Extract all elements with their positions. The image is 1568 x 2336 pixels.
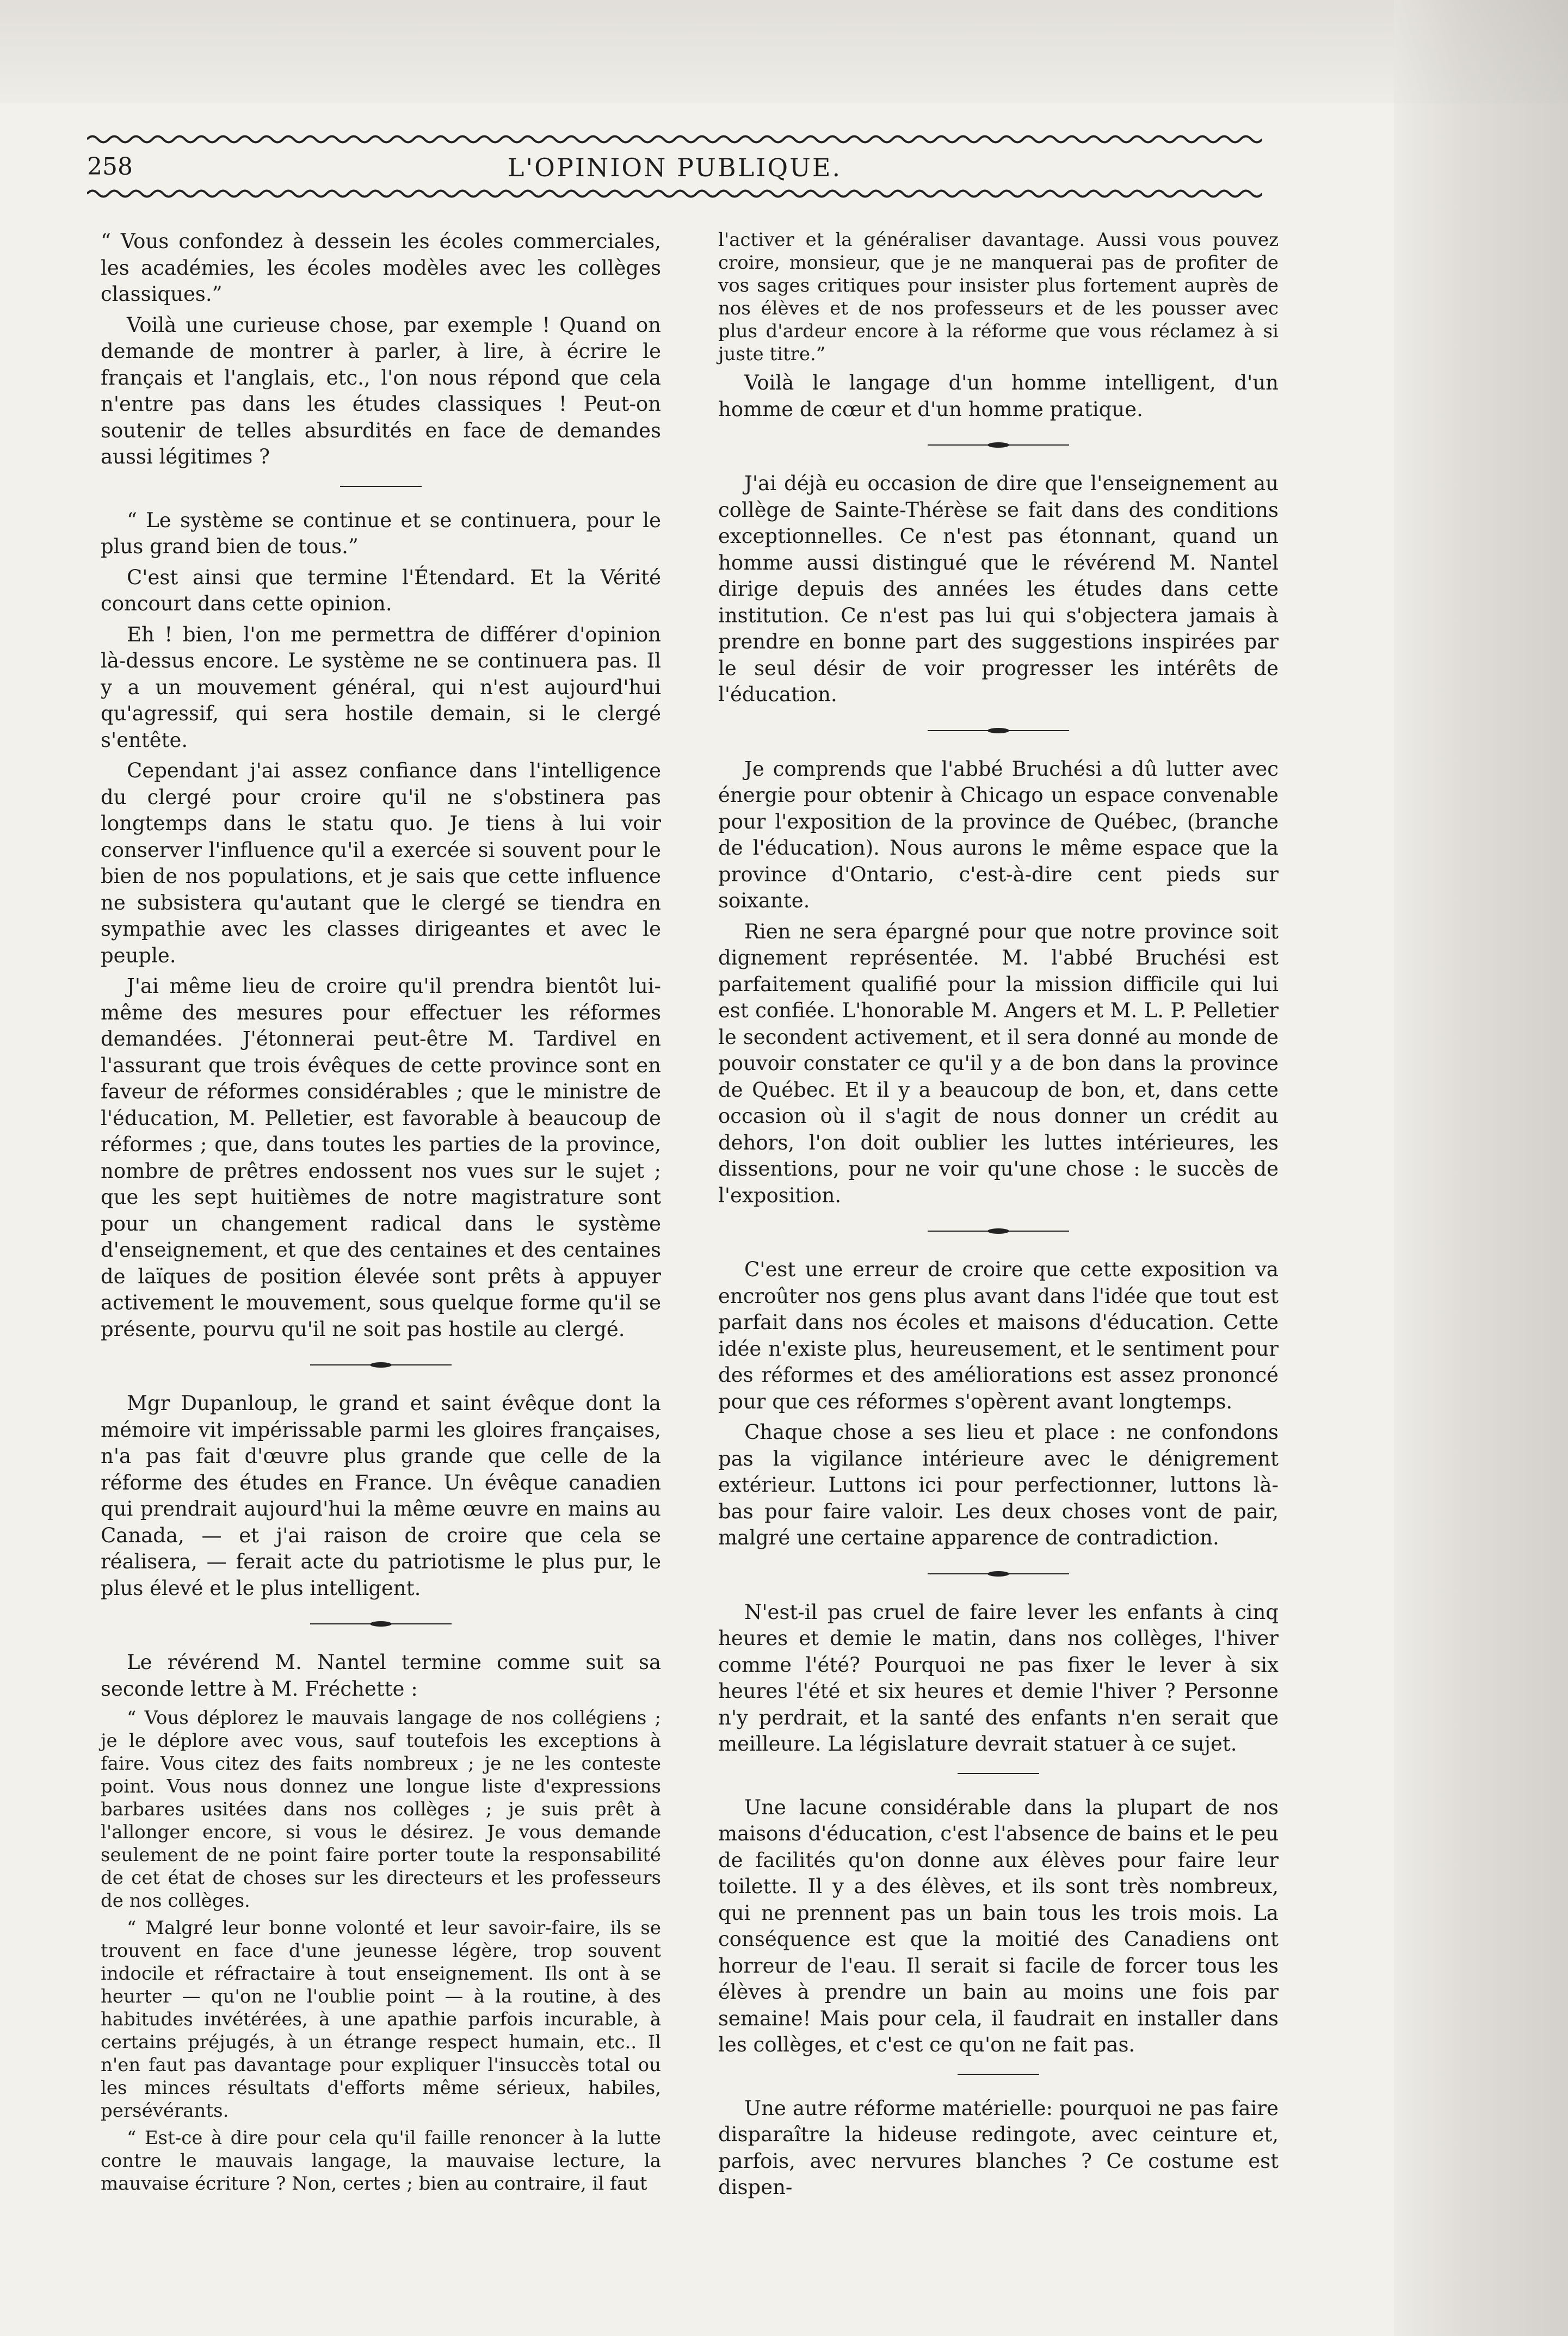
quoted-paragraph: “ Est-ce à dire pour cela qu'il faille renoncer à la lutte contre le mauvais langage, la mauvaise lecture, la mauvaise écriture ? Non, certes ; bien au contraire, il faut: [101, 2127, 661, 2195]
quoted-paragraph: “ Vous déplorez le mauvais langage de nos collégiens ; je le déplore avec vous, sauf toutefois les exceptions à faire. Vous citez des faits nombreux ; je ne les conteste point. Vous nous donnez une longue liste d'expressions barbares usitées dans nos collèges ; je suis prêt à l'allonger encore, si vous le désirez. Je vous demande seulement de ne point faire porter toute la responsabilité de cet état de choses sur les directeurs et les professeurs de nos collèges.: [101, 1707, 661, 1912]
separator-rule: [958, 2071, 1039, 2078]
section-separator: [928, 1570, 1069, 1578]
separator-rule: [340, 483, 422, 490]
paragraph: Une autre réforme matérielle: pourquoi ne pas faire disparaître la hideuse redingote, avec ceinture et, parfois, avec nervures blanches ? Ce costume est dispen-: [718, 2096, 1279, 2199]
paragraph: C'est ainsi que termine l'Étendard. Et la Vérité concourt dans cette opinion.: [101, 565, 661, 615]
paragraph: Voilà le langage d'un homme intelligent, d'un homme de cœur et d'un homme pratique.: [718, 371, 1279, 421]
paragraph: Cependant j'ai assez confiance dans l'intelligence du clergé pour croire qu'il ne s'obstinera pas longtemps dans le statu quo. Je tiens à lui voir conserver l'influence qu'il a exercée si souvent pour le bien de nos populations, et je sais que cette influence ne subsistera qu'autant que le clergé se tiendra en sympathie avec les classes dirigeantes et avec le peuple.: [101, 759, 661, 967]
paragraph: Voilà une curieuse chose, par exemple ! Quand on demande de montrer à parler, à lire, à écrire le français et l'anglais, etc., l'on nous répond que cela n'entre pas dans les études classiques ! Peut-on soutenir de telles absurdités en face de demandes aussi légitimes ?: [101, 313, 661, 468]
paragraph: N'est-il pas cruel de faire lever les enfants à cinq heures et demie le matin, dans nos collèges, l'hiver comme l'été? Pourquoi ne pas fixer le lever à six heures l'été et six heures et demie l'hiver ? Personne n'y perdrait, et la santé des enfants n'en serait que meilleure. La législature devrait statuer à ce sujet.: [718, 1600, 1279, 1756]
paragraph: J'ai déjà eu occasion de dire que l'enseignement au collège de Sainte-Thérèse se fait dans des conditions exceptionnelles. Ce n'est pas étonnant, quand un homme aussi distingué que le révérend M. Nantel dirige depuis des années les études dans cette institution. Ce n'est pas lui qui s'objectera jamais à prendre en bonne part des suggestions inspirées par le seul désir de voir progresser les intérêts de l'éducation.: [718, 472, 1279, 706]
quoted-paragraph: l'activer et la généraliser davantage. Aussi vous pouvez croire, monsieur, que je ne manquerai pas de profiter de vos sages critiques pour insister plus fortement auprès de nos élèves et de nos professeurs et de les pousser avec plus d'ardeur encore à la réforme que vous réclamez à si juste titre.”: [718, 229, 1279, 365]
page-number: 258: [87, 153, 133, 181]
bottom-wavy-rule: [87, 188, 1262, 200]
paragraph: Une lacune considérable dans la plupart de nos maisons d'éducation, c'est l'absence de bains et le peu de facilités qu'on donne aux élèves pour faire leur toilette. Il y a des élèves, et ils sont très nombreux, qui ne prennent pas un bain tous les trois mois. La conséquence est que la moitié des Canadiens ont horreur de l'eau. Il serait si facile de forcer tous les élèves à prendre un bain au moins une fois par semaine! Mais pour cela, il faudrait en installer dans les collèges, et c'est ce qu'on ne fait pas.: [718, 1795, 1279, 2056]
separator-rule: [958, 1770, 1039, 1777]
page-header: [87, 133, 1262, 201]
section-separator: [928, 727, 1069, 734]
paragraph: Rien ne sera épargné pour que notre province soit dignement représentée. M. l'abbé Bruchési est parfaitement qualifié pour la mission difficile qui lui est confiée. L'honorable M. Angers et M. L. P. Pelletier le secondent activement, et il sera donné au monde de pouvoir constater ce qu'il y a de bon dans la province de Québec. Et il y a beaucoup de bon, et, dans cette occasion où il s'agit de nous donner un crédit au dehors, l'on doit oublier les luttes intérieures, les dissentions, pour ne voir qu'une chose : le succès de l'exposition.: [718, 919, 1279, 1207]
right-column: [718, 228, 1279, 2205]
section-separator: [928, 441, 1069, 449]
paragraph: Le révérend M. Nantel termine comme suit sa seconde lettre à M. Fréchette :: [101, 1651, 661, 1701]
paragraph: Mgr Dupanloup, le grand et saint évêque dont la mémoire vit impérissable parmi les gloires françaises, n'a pas fait d'œuvre plus grande que celle de la réforme des études en France. Un évêque canadien qui prendrait aujourd'hui la même œuvre en mains au Canada, — et j'ai raison de croire que cela se réalisera, — ferait acte du patriotisme le plus pur, le plus élevé et le plus intelligent.: [101, 1392, 661, 1600]
section-separator: [928, 1227, 1069, 1235]
paragraph: “ Vous confondez à dessein les écoles commerciales, les académies, les écoles modèles avec les collèges classiques.”: [101, 230, 661, 306]
paragraph: J'ai même lieu de croire qu'il prendra bientôt lui-même des mesures pour effectuer les réformes demandées. J'étonnerai peut-être M. Tardivel en l'assurant que trois évêques de cette province sont en faveur de réformes considérables ; que le ministre de l'éducation, M. Pelletier, est favorable à beaucoup de réformes ; que, dans toutes les parties de la province, nombre de prêtres endossent nos vues sur le sujet ; que les sept huitièmes de notre magistrature sont pour un changement radical dans le système d'enseignement, et que des centaines et des centaines de laïques de position élevée sont prêts à appuyer activement le mouvement, sous quelque forme qu'il se présente, pourvu qu'il ne soit pas hostile au clergé.: [101, 974, 661, 1341]
top-wavy-rule: [87, 133, 1262, 145]
scan-page-edge: [1394, 0, 1568, 2336]
paragraph: “ Le système se continue et se continuera, pour le plus grand bien de tous.”: [101, 508, 661, 558]
running-title: L'OPINION PUBLIQUE.: [507, 153, 842, 182]
paragraph: C'est une erreur de croire que cette exposition va encroûter nos gens plus avant dans l'idée que tout est parfait dans nos écoles et maisons d'éducation. Cette idée n'existe plus, heureusement, et le sentiment pour des réformes et des améliorations est assez prononcé pour que ces réformes s'opèrent avant longtemps.: [718, 1258, 1279, 1413]
paragraph: Eh ! bien, l'on me permettra de différer d'opinion là-dessus encore. Le système ne se continuera pas. Il y a un mouvement général, qui n'est aujourd'hui qu'agressif, qui sera hostile demain, si le clergé s'entête.: [101, 622, 661, 752]
paragraph: Je comprends que l'abbé Bruchési a dû lutter avec énergie pour obtenir à Chicago un espace convenable pour l'exposition de la province de Québec, (branche de l'éducation). Nous aurons le même espace que la province d'Ontario, c'est-à-dire cent pieds sur soixante.: [718, 757, 1279, 912]
section-separator: [310, 1361, 452, 1369]
scan-top-noise: [0, 0, 1568, 103]
section-separator: [310, 1620, 452, 1628]
quoted-paragraph: “ Malgré leur bonne volonté et leur savoir-faire, ils se trouvent en face d'une jeunesse légère, trop souvent indocile et réfractaire à tout enseignement. Ils ont à se heurter — qu'on ne l'oublie point — à la routine, à des habitudes invétérées, à une apathie parfois incurable, à certains préjugés, à un étrange respect humain, etc.. Il n'en faut pas davantage pour expliquer l'insuccès total ou les minces résultats d'efforts même sérieux, habiles, persévérants.: [101, 1917, 661, 2122]
paragraph: Chaque chose a ses lieu et place : ne confondons pas la vigilance intérieure avec le dénigrement extérieur. Luttons ici pour perfectionner, luttons là-bas pour faire valoir. Les deux choses vont de pair, malgré une certaine apparence de contradiction.: [718, 1420, 1279, 1549]
left-column: [101, 228, 661, 2199]
